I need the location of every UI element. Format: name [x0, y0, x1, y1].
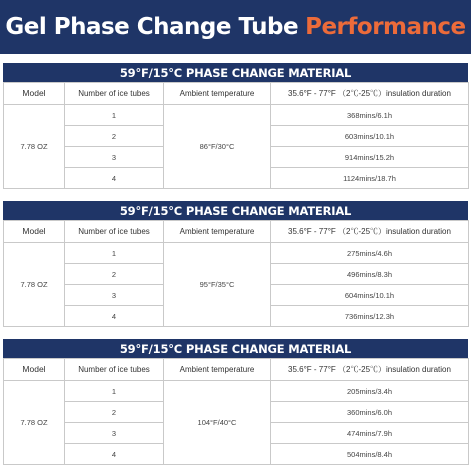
header-insulation-duration: 35.6°F - 77°F （2℃-25℃）insulation duration — [271, 359, 469, 381]
header-ambient-temperature: Ambient temperature — [164, 83, 271, 105]
tube-count-cell: 3 — [65, 285, 164, 306]
ambient-temperature-cell: 104°F/40°C — [164, 381, 271, 465]
section-title: 59°F/15°C PHASE CHANGE MATERIAL — [3, 201, 468, 220]
table-row — [4, 105, 469, 126]
insulation-duration-cell: 474mins/7.9h — [271, 423, 469, 444]
tube-count-cell: 1 — [65, 105, 164, 126]
table-header-row — [4, 83, 469, 105]
page-title-accent: Performance — [305, 14, 466, 40]
insulation-duration-cell: 604mins/10.1h — [271, 285, 469, 306]
header-model: Model — [4, 221, 65, 243]
ambient-temperature-cell: 95°F/35°C — [164, 243, 271, 327]
insulation-duration-cell: 496mins/8.3h — [271, 264, 469, 285]
insulation-duration-cell: 603mins/10.1h — [271, 126, 469, 147]
tube-count-cell: 2 — [65, 264, 164, 285]
insulation-duration-cell: 360mins/6.0h — [271, 402, 469, 423]
table-header-row — [4, 359, 469, 381]
tube-count-cell: 2 — [65, 126, 164, 147]
insulation-duration-cell: 1124mins/18.7h — [271, 168, 469, 189]
ambient-temperature-cell: 86°F/30°C — [164, 105, 271, 189]
model-cell: 7.78 OZ — [4, 105, 65, 189]
insulation-duration-cell: 275mins/4.6h — [271, 243, 469, 264]
header-insulation-duration: 35.6°F - 77°F （2℃-25℃）insulation duration — [271, 221, 469, 243]
table-header-row — [4, 221, 469, 243]
performance-table — [3, 220, 469, 327]
insulation-duration-cell: 368mins/6.1h — [271, 105, 469, 126]
tube-count-cell: 2 — [65, 402, 164, 423]
performance-table — [3, 358, 469, 465]
tube-count-cell: 4 — [65, 444, 164, 465]
insulation-duration-cell: 205mins/3.4h — [271, 381, 469, 402]
tube-count-cell: 3 — [65, 147, 164, 168]
tube-count-cell: 4 — [65, 306, 164, 327]
tube-count-cell: 4 — [65, 168, 164, 189]
header-model: Model — [4, 359, 65, 381]
performance-table — [3, 82, 469, 189]
table-row — [4, 381, 469, 402]
header-ambient-temperature: Ambient temperature — [164, 221, 271, 243]
page-title-banner — [0, 0, 471, 54]
insulation-duration-cell: 736mins/12.3h — [271, 306, 469, 327]
header-ambient-temperature: Ambient temperature — [164, 359, 271, 381]
model-cell: 7.78 OZ — [4, 381, 65, 465]
header-tube-count: Number of ice tubes — [65, 83, 164, 105]
header-model: Model — [4, 83, 65, 105]
insulation-duration-cell: 914mins/15.2h — [271, 147, 469, 168]
section-title: 59°F/15°C PHASE CHANGE MATERIAL — [3, 339, 468, 358]
header-insulation-duration: 35.6°F - 77°F （2℃-25℃）insulation duration — [271, 83, 469, 105]
performance-table-section — [3, 63, 468, 189]
section-title: 59°F/15°C PHASE CHANGE MATERIAL — [3, 63, 468, 82]
tube-count-cell: 1 — [65, 243, 164, 264]
table-row — [4, 243, 469, 264]
performance-table-section — [3, 339, 468, 465]
model-cell: 7.78 OZ — [4, 243, 65, 327]
tube-count-cell: 3 — [65, 423, 164, 444]
performance-table-section — [3, 201, 468, 327]
header-tube-count: Number of ice tubes — [65, 359, 164, 381]
tube-count-cell: 1 — [65, 381, 164, 402]
header-tube-count: Number of ice tubes — [65, 221, 164, 243]
insulation-duration-cell: 504mins/8.4h — [271, 444, 469, 465]
page-title: Gel Phase Change Tube — [5, 14, 299, 40]
